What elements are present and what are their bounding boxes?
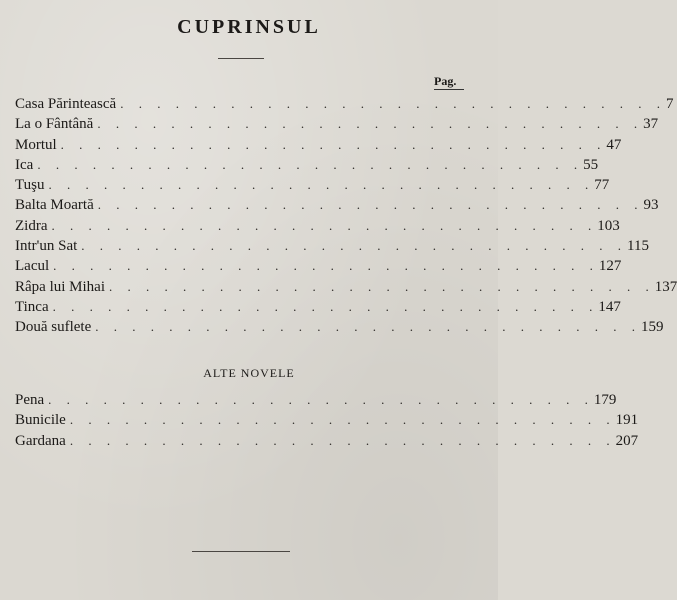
leader-dots: . . . . . . . . . . . . . . . . . . . . . . . . . . . . . .	[37, 156, 584, 172]
toc-entry-title: Râpa lui Mihai	[15, 278, 105, 295]
toc-row	[15, 216, 620, 236]
toc-entry-title: Mortul	[15, 136, 57, 153]
leader-dots: . . . . . . . . . . . . . . . . . . . . . . . . . . . . . .	[97, 197, 644, 213]
leader-dots: . . . . . . . . . . . . . . . . . . . . . . . . . . . . . .	[48, 392, 594, 407]
toc-row	[15, 297, 621, 317]
leader-dots: . . . . . . . . . . . . . . . . . . . . . . . . . . . . . .	[53, 258, 599, 274]
toc-entry-page: 77	[594, 177, 610, 194]
toc-entry-page: 37	[643, 116, 659, 133]
toc-row	[15, 94, 674, 114]
toc-row	[15, 135, 622, 155]
toc-row	[15, 317, 664, 337]
toc-entry-page: 103	[597, 217, 620, 234]
toc-entry-page: 93	[643, 197, 659, 214]
page-column-label: Pag.	[434, 74, 457, 88]
toc-row	[15, 155, 599, 175]
toc-entry-title: Gardana	[15, 432, 66, 449]
section-heading: ALTE NOVELE	[203, 366, 295, 380]
toc-entry-title: Balta Moartă	[15, 197, 94, 214]
leader-dots: . . . . . . . . . . . . . . . . . . . . . . . . . . . . . .	[52, 298, 599, 314]
toc-entry-title: Două suflete	[15, 319, 92, 336]
toc-entry-title: Pena	[15, 392, 45, 408]
toc-row	[15, 195, 659, 215]
leader-dots: . . . . . . . . . . . . . . . . . . . . . . . . . . . . . .	[97, 116, 644, 132]
toc-row	[15, 410, 639, 430]
toc-entry-page: 137	[654, 278, 677, 295]
toc-entry-page: 191	[615, 412, 639, 429]
toc-entry-page: 159	[640, 319, 664, 336]
page-title: CUPRINSUL	[177, 16, 321, 38]
toc-row	[15, 175, 610, 195]
leader-dots: . . . . . . . . . . . . . . . . . . . . . . . . . . . . . .	[81, 238, 628, 254]
leader-dots: . . . . . . . . . . . . . . . . . . . . . . . . . . . . . .	[120, 96, 666, 111]
leader-dots: . . . . . . . . . . . . . . . . . . . . . . . . . . . . . .	[69, 412, 616, 428]
leader-dots: . . . . . . . . . . . . . . . . . . . . . . . . . . . . . .	[69, 432, 616, 448]
toc-entry-title: Zidra	[15, 217, 48, 234]
toc-entry-page: 47	[606, 136, 622, 153]
leader-dots: . . . . . . . . . . . . . . . . . . . . . . . . . . . . . .	[95, 319, 641, 335]
toc-entry-title: Casa Părintească	[15, 96, 117, 112]
toc-entry-page: 55	[583, 156, 599, 173]
toc-entry-page: 127	[598, 258, 622, 275]
toc-row	[15, 236, 649, 256]
toc-entry-title: Bunicile	[15, 412, 66, 429]
toc-entry-page: 7	[665, 96, 674, 112]
title-divider	[218, 58, 264, 59]
toc-entry-title: Tinca	[15, 298, 49, 315]
toc-entry-title: La o Fântână	[15, 116, 94, 133]
leader-dots: . . . . . . . . . . . . . . . . . . . . . . . . . . . . . .	[109, 278, 655, 294]
toc-entry-title: Lacul	[15, 258, 50, 275]
toc-entry-title: Ica	[15, 156, 34, 173]
toc-row	[15, 256, 622, 276]
toc-row	[15, 431, 639, 451]
toc-row	[15, 390, 617, 410]
toc-entry-title: Intr'un Sat	[15, 238, 78, 255]
bottom-divider	[192, 551, 290, 552]
leader-dots: . . . . . . . . . . . . . . . . . . . . . . . . . . . . . .	[48, 177, 595, 193]
toc-row	[15, 114, 659, 134]
toc-entry-page: 115	[627, 238, 649, 255]
page-column-underline	[434, 89, 464, 90]
toc-row	[15, 277, 677, 297]
toc-entry-page: 147	[598, 298, 621, 315]
leader-dots: . . . . . . . . . . . . . . . . . . . . . . . . . . . . . .	[51, 217, 598, 233]
toc-list-alt	[15, 390, 639, 451]
toc-entry-title: Tuşu	[15, 177, 45, 194]
toc-list	[15, 94, 677, 338]
toc-entry-page: 207	[615, 432, 639, 449]
leader-dots: . . . . . . . . . . . . . . . . . . . . . . . . . . . . . .	[60, 136, 607, 152]
toc-entry-page: 179	[593, 392, 617, 408]
